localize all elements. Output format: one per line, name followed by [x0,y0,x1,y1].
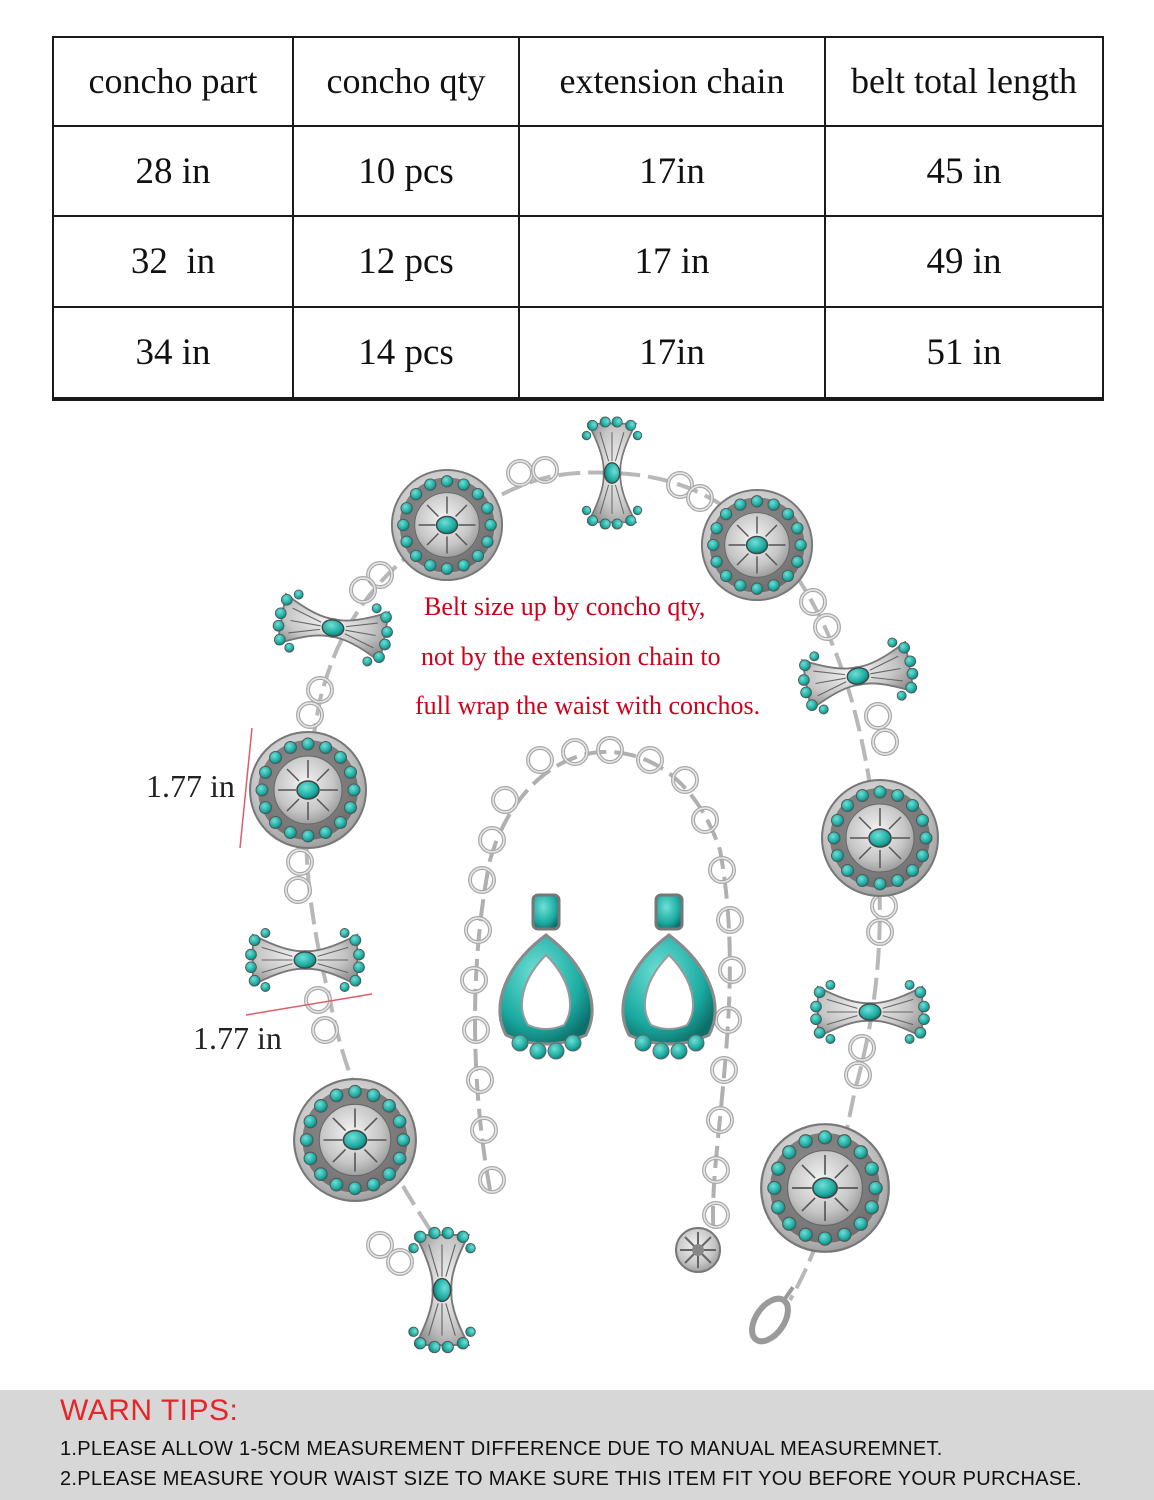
lobster-clasp [745,1279,805,1347]
table-cell: 12 pcs [293,216,519,307]
table-row [53,307,1103,399]
product-photo [0,410,1154,1390]
bow-concho [246,929,365,992]
table-cell: 34 in [53,307,293,399]
header-belt-total-length: belt total length [825,37,1103,126]
round-concho [392,470,502,580]
table-cell: 17in [519,307,825,399]
table-cell: 10 pcs [293,126,519,217]
bow-width-label: 1.77 in [193,1020,282,1056]
table-cell: 17in [519,126,825,217]
concho-diameter-label: 1.77 in [146,768,235,804]
header-concho-part: concho part [53,37,293,126]
round-concho [250,732,366,848]
note-line: full wrap the waist with conchos. [415,691,761,720]
size-table-header-row [53,37,1103,126]
table-row [53,216,1103,307]
round-concho [822,780,938,896]
bow-concho [409,1227,476,1352]
table-cell: 32 in [53,216,293,307]
bow-concho [811,981,930,1044]
earring-right [623,895,715,1059]
earring-left [500,895,592,1059]
note-line: not by the extension chain to [421,642,721,671]
table-cell: 45 in [825,126,1103,217]
table-row [53,126,1103,217]
warn-tips-band [0,1390,1154,1500]
table-cell: 28 in [53,126,293,217]
round-concho [761,1124,889,1252]
header-extension-chain: extension chain [519,37,825,126]
table-cell: 17 in [519,216,825,307]
warn-tips-title: WARN TIPS: [60,1394,239,1427]
table-cell: 49 in [825,216,1103,307]
warn-tip: 2.PLEASE MEASURE YOUR WAIST SIZE TO MAKE SURE THIS ITEM FIT YOU BEFORE YOUR PURCHASE. [60,1468,1083,1490]
header-concho-qty: concho qty [293,37,519,126]
table-cell: 51 in [825,307,1103,399]
round-concho [294,1079,416,1201]
table-cell: 14 pcs [293,307,519,399]
size-table [52,36,1104,401]
round-concho [702,490,812,600]
warn-tip: 1.PLEASE ALLOW 1-5CM MEASUREMENT DIFFERENCE DUE TO MANUAL MEASUREMNET. [60,1438,943,1460]
note-line: Belt size up by concho qty, [424,592,706,621]
bow-concho [794,635,922,718]
